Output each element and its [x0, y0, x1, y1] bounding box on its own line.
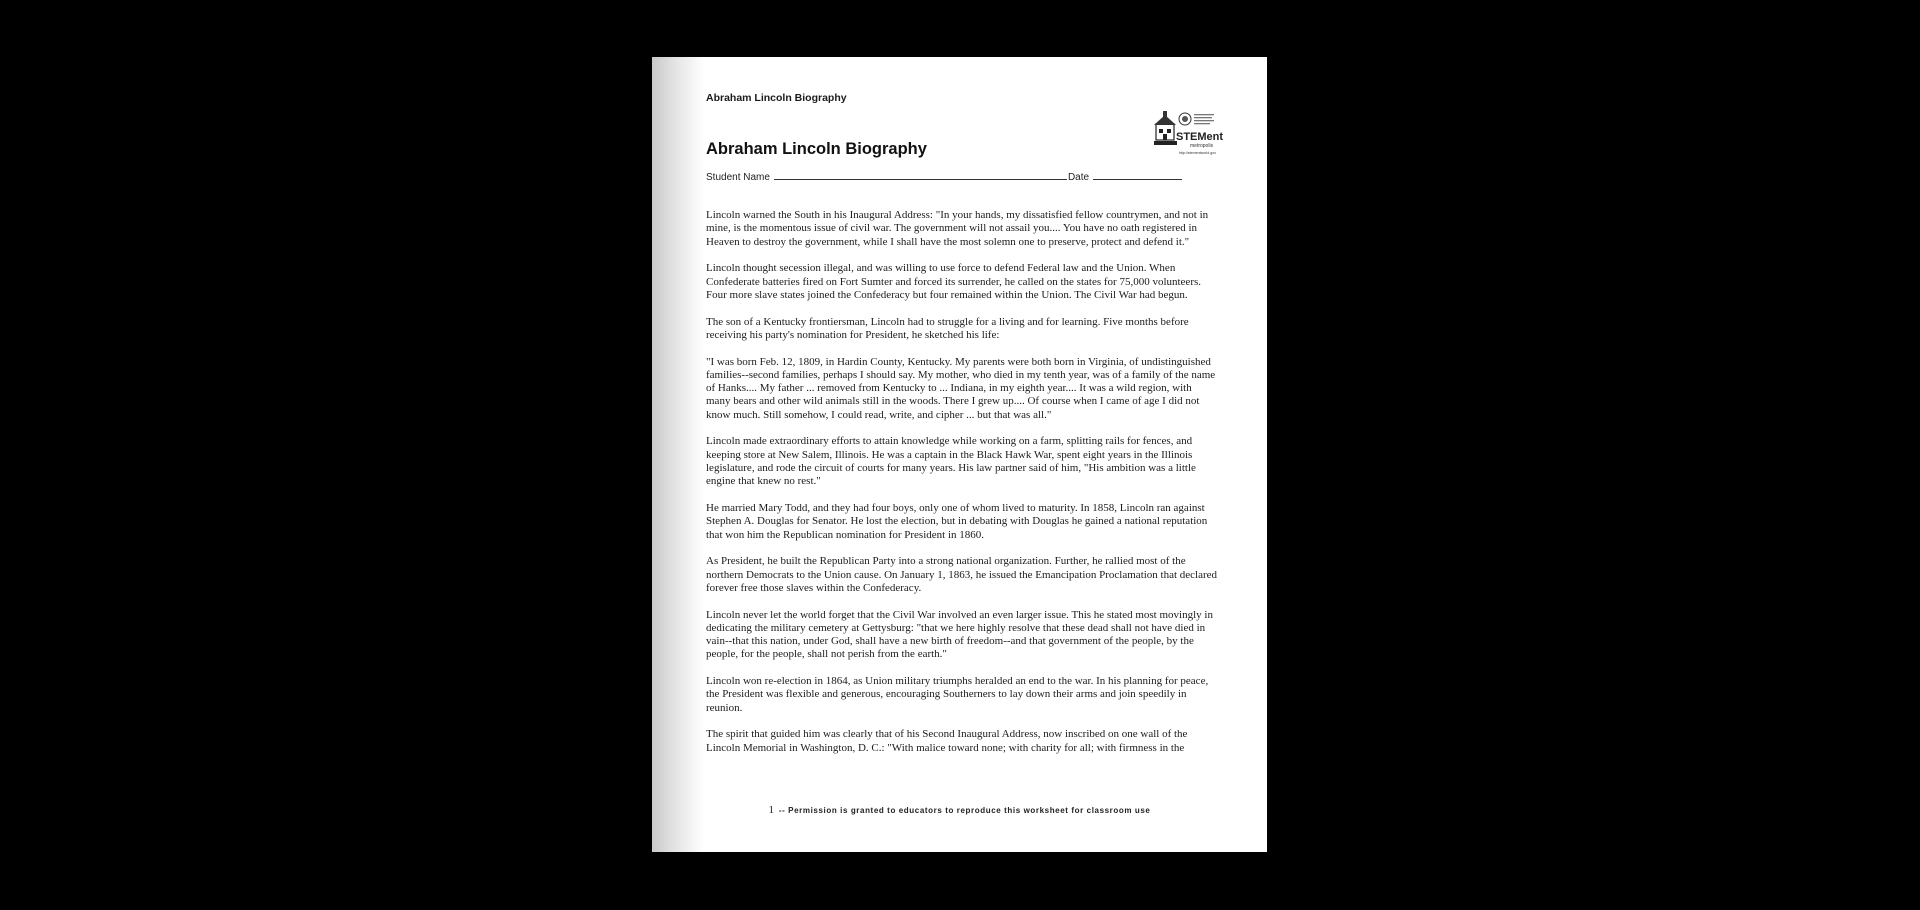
- biography-text: [706, 209, 1218, 768]
- paragraph: Lincoln made extraordinary efforts to attain knowledge while working on a farm, splitting rails for fences, and keeping store at New Salem, Illinois. He was a captain in the Black Hawk War, spent eight years in the Illinois legislature, and rode the circuit of courts for many years. His law partner said of him, "His ambition was a little engine that knew no rest.": [706, 435, 1196, 488]
- stement-logo-icon: [1154, 110, 1224, 158]
- student-name-blank[interactable]: [774, 170, 1067, 180]
- paragraph: Lincoln won re-election in 1864, as Union military triumphs heralded an end to the war. In his planning for peace, the President was flexible and generous, encouraging Southerners to lay down their arms and join speedily in reunion.: [706, 675, 1209, 714]
- student-info-line: [706, 170, 1226, 183]
- date-label: Date: [1067, 172, 1090, 183]
- logo-url: http://stementworld.gov: [1178, 151, 1216, 155]
- paragraph: Lincoln thought secession illegal, and was willing to use force to defend Federal law and the Union. When Confederate batteries fired on Fort Sumter and forced its surrender, he called on the states for 75,000 volunteers. Four more slave states joined the Confederacy but four remained within the Union. The Civil War had begun.: [706, 262, 1202, 301]
- student-name-label: Student Name: [706, 172, 770, 183]
- paragraph: As President, he built the Republican Party into a strong national organization. Further, he rallied most of the northern Democrats to the Union cause. On January 1, 1863, he issued the Emancipation Proclamation that declared forever free those slaves within the Confederacy.: [706, 555, 1218, 594]
- paragraph: Lincoln warned the South in his Inaugural Address: "In your hands, my dissatisfied fellow countrymen, and not in mine, is the momentous issue of civil war. The government will not assail you.... You have no oath registered in Heaven to destroy the government, while I shall have the most solemn one to preserve, protect and defend it.": [706, 209, 1209, 248]
- paragraph: "I was born Feb. 12, 1809, in Hardin County, Kentucky. My parents were both born in Virginia, of undistinguished families--second families, perhaps I should say. My mother, who died in my tenth year, was of a family of the name of Hanks.... My father ... removed from Kentucky to ... Indiana, in my eighth year.... It was a wild region, with many bears and other wild animals still in the woods. There I grew up.... Of course when I came of age I did not know much. Still somehow, I could read, write, and cipher ... but that was all.": [706, 355, 1216, 421]
- page-number: 1: [768, 804, 774, 816]
- logo-text: STEMent: [1176, 131, 1224, 143]
- page-edge-shadow: [652, 57, 704, 852]
- page-footer: [652, 804, 1267, 816]
- logo-subtext: metropolis: [1190, 143, 1214, 149]
- page-title: Abraham Lincoln Biography: [706, 140, 927, 158]
- paragraph: The spirit that guided him was clearly that of his Second Inaugural Address, now inscribed on one wall of the Lincoln Memorial in Washington, D. C.: "With malice toward none; with charity for all; with firmness in the: [706, 728, 1188, 754]
- date-blank[interactable]: [1093, 170, 1182, 180]
- paragraph: Lincoln never let the world forget that the Civil War involved an even larger issue. This he stated most movingly in dedicating the military cemetery at Gettysburg: "that we here highly resolve that these dead shall not have died in vain--that this nation, under God, shall have a new birth of freedom--and that government of the people, by the people, for the people, shall not perish from the earth.": [706, 608, 1213, 661]
- document-page[interactable]: [652, 57, 1267, 852]
- running-header: Abraham Lincoln Biography: [706, 92, 847, 104]
- footer-permission-text: -- Permission is granted to educators to reproduce this worksheet for classroom use: [778, 806, 1151, 815]
- paragraph: He married Mary Todd, and they had four boys, only one of whom lived to maturity. In 1858, Lincoln ran against Stephen A. Douglas for Senator. He lost the election, but in debating with Douglas he gained a national reputation that won him the Republican nomination for President in 1860.: [706, 502, 1208, 541]
- paragraph: The son of a Kentucky frontiersman, Lincoln had to struggle for a living and for learning. Five months before receiving his party's nomination for President, he sketched his life:: [706, 315, 1189, 341]
